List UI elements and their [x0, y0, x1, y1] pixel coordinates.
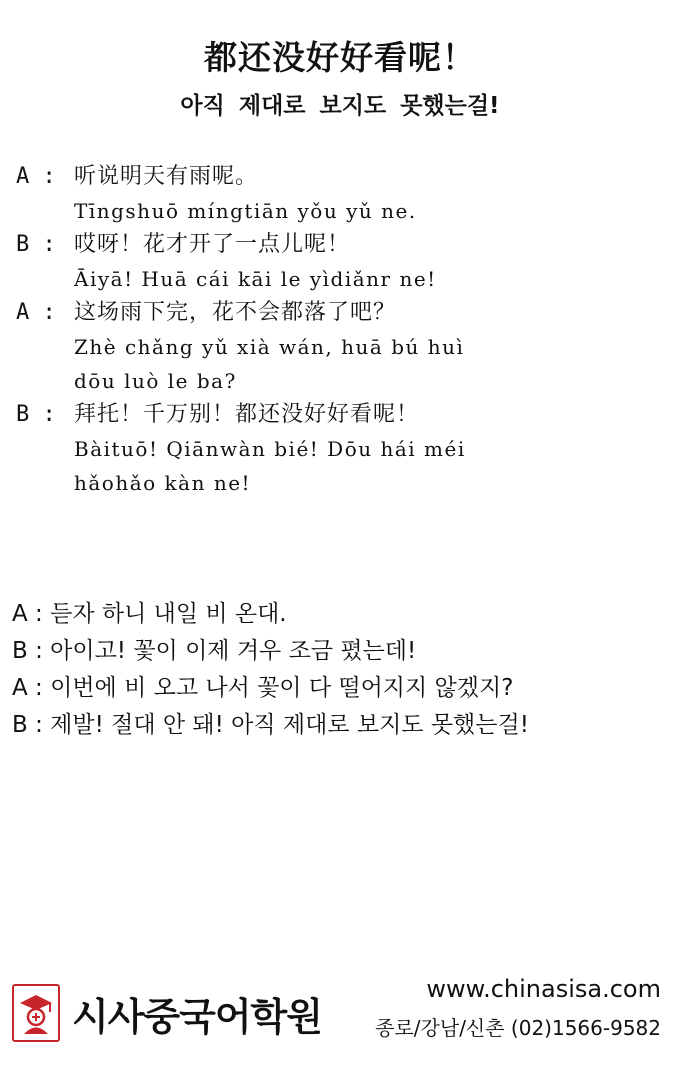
- korean-line: B : 제발! 절대 안 돼! 아직 제대로 보지도 못했는걸!: [12, 712, 529, 738]
- dialogue-line: [16, 160, 666, 228]
- pinyin-sentence: Bàituō! Qiānwàn bié! Dōu hái méi hǎohǎo kàn ne!: [74, 437, 466, 495]
- contact-info: 종로/강남/신촌 (02)1566-9582: [375, 1016, 661, 1040]
- dialogue-line: [16, 296, 666, 398]
- dialogue-text: [74, 398, 666, 500]
- pinyin-sentence: Zhè chǎng yǔ xià wán, huā bú huì dōu luò le ba?: [74, 335, 465, 393]
- pinyin-sentence: Tīngshuō míngtiān yǒu yǔ ne.: [74, 199, 417, 223]
- page-title-chinese: 都还没好好看呢！: [204, 38, 476, 77]
- korean-line: B : 아이고! 꽃이 이제 겨우 조금 폈는데!: [12, 638, 417, 664]
- chinese-sentence: 这场雨下完，花不会都落了吧？: [74, 300, 397, 325]
- chinasisa-emblem-icon: [12, 984, 60, 1042]
- dialogue-text: [74, 160, 666, 228]
- korean-translation: [12, 596, 672, 744]
- dialogue-line: [16, 228, 666, 296]
- speaker-label: B :: [16, 402, 56, 427]
- dialogue-line: [16, 398, 666, 500]
- academy-name: 시사중국어학원: [72, 994, 322, 1039]
- website-link[interactable]: www.chinasisa.com: [426, 975, 661, 1003]
- dialogue-text: [74, 296, 666, 398]
- chinese-sentence: 听说明天有雨呢。: [74, 164, 259, 189]
- pinyin-sentence: Āiyā! Huā cái kāi le yìdiǎnr ne!: [74, 267, 437, 291]
- academy-logo: [12, 984, 322, 1042]
- chinese-dialogue: [16, 160, 666, 500]
- chinese-sentence: 拜托！千万别！都还没好好看呢！: [74, 402, 420, 427]
- korean-line: A : 이번에 비 오고 나서 꽃이 다 떨어지지 않겠지?: [12, 675, 514, 701]
- dialogue-text: [74, 228, 666, 296]
- page-title-korean: 아직 제대로 보지도 못했는걸!: [180, 93, 500, 119]
- speaker-label: B :: [16, 232, 56, 257]
- speaker-label: A :: [16, 164, 56, 189]
- chinese-sentence: 哎呀！花才开了一点儿呢！: [74, 232, 351, 257]
- korean-line: A : 듣자 하니 내일 비 온대.: [12, 601, 287, 627]
- speaker-label: A :: [16, 300, 56, 325]
